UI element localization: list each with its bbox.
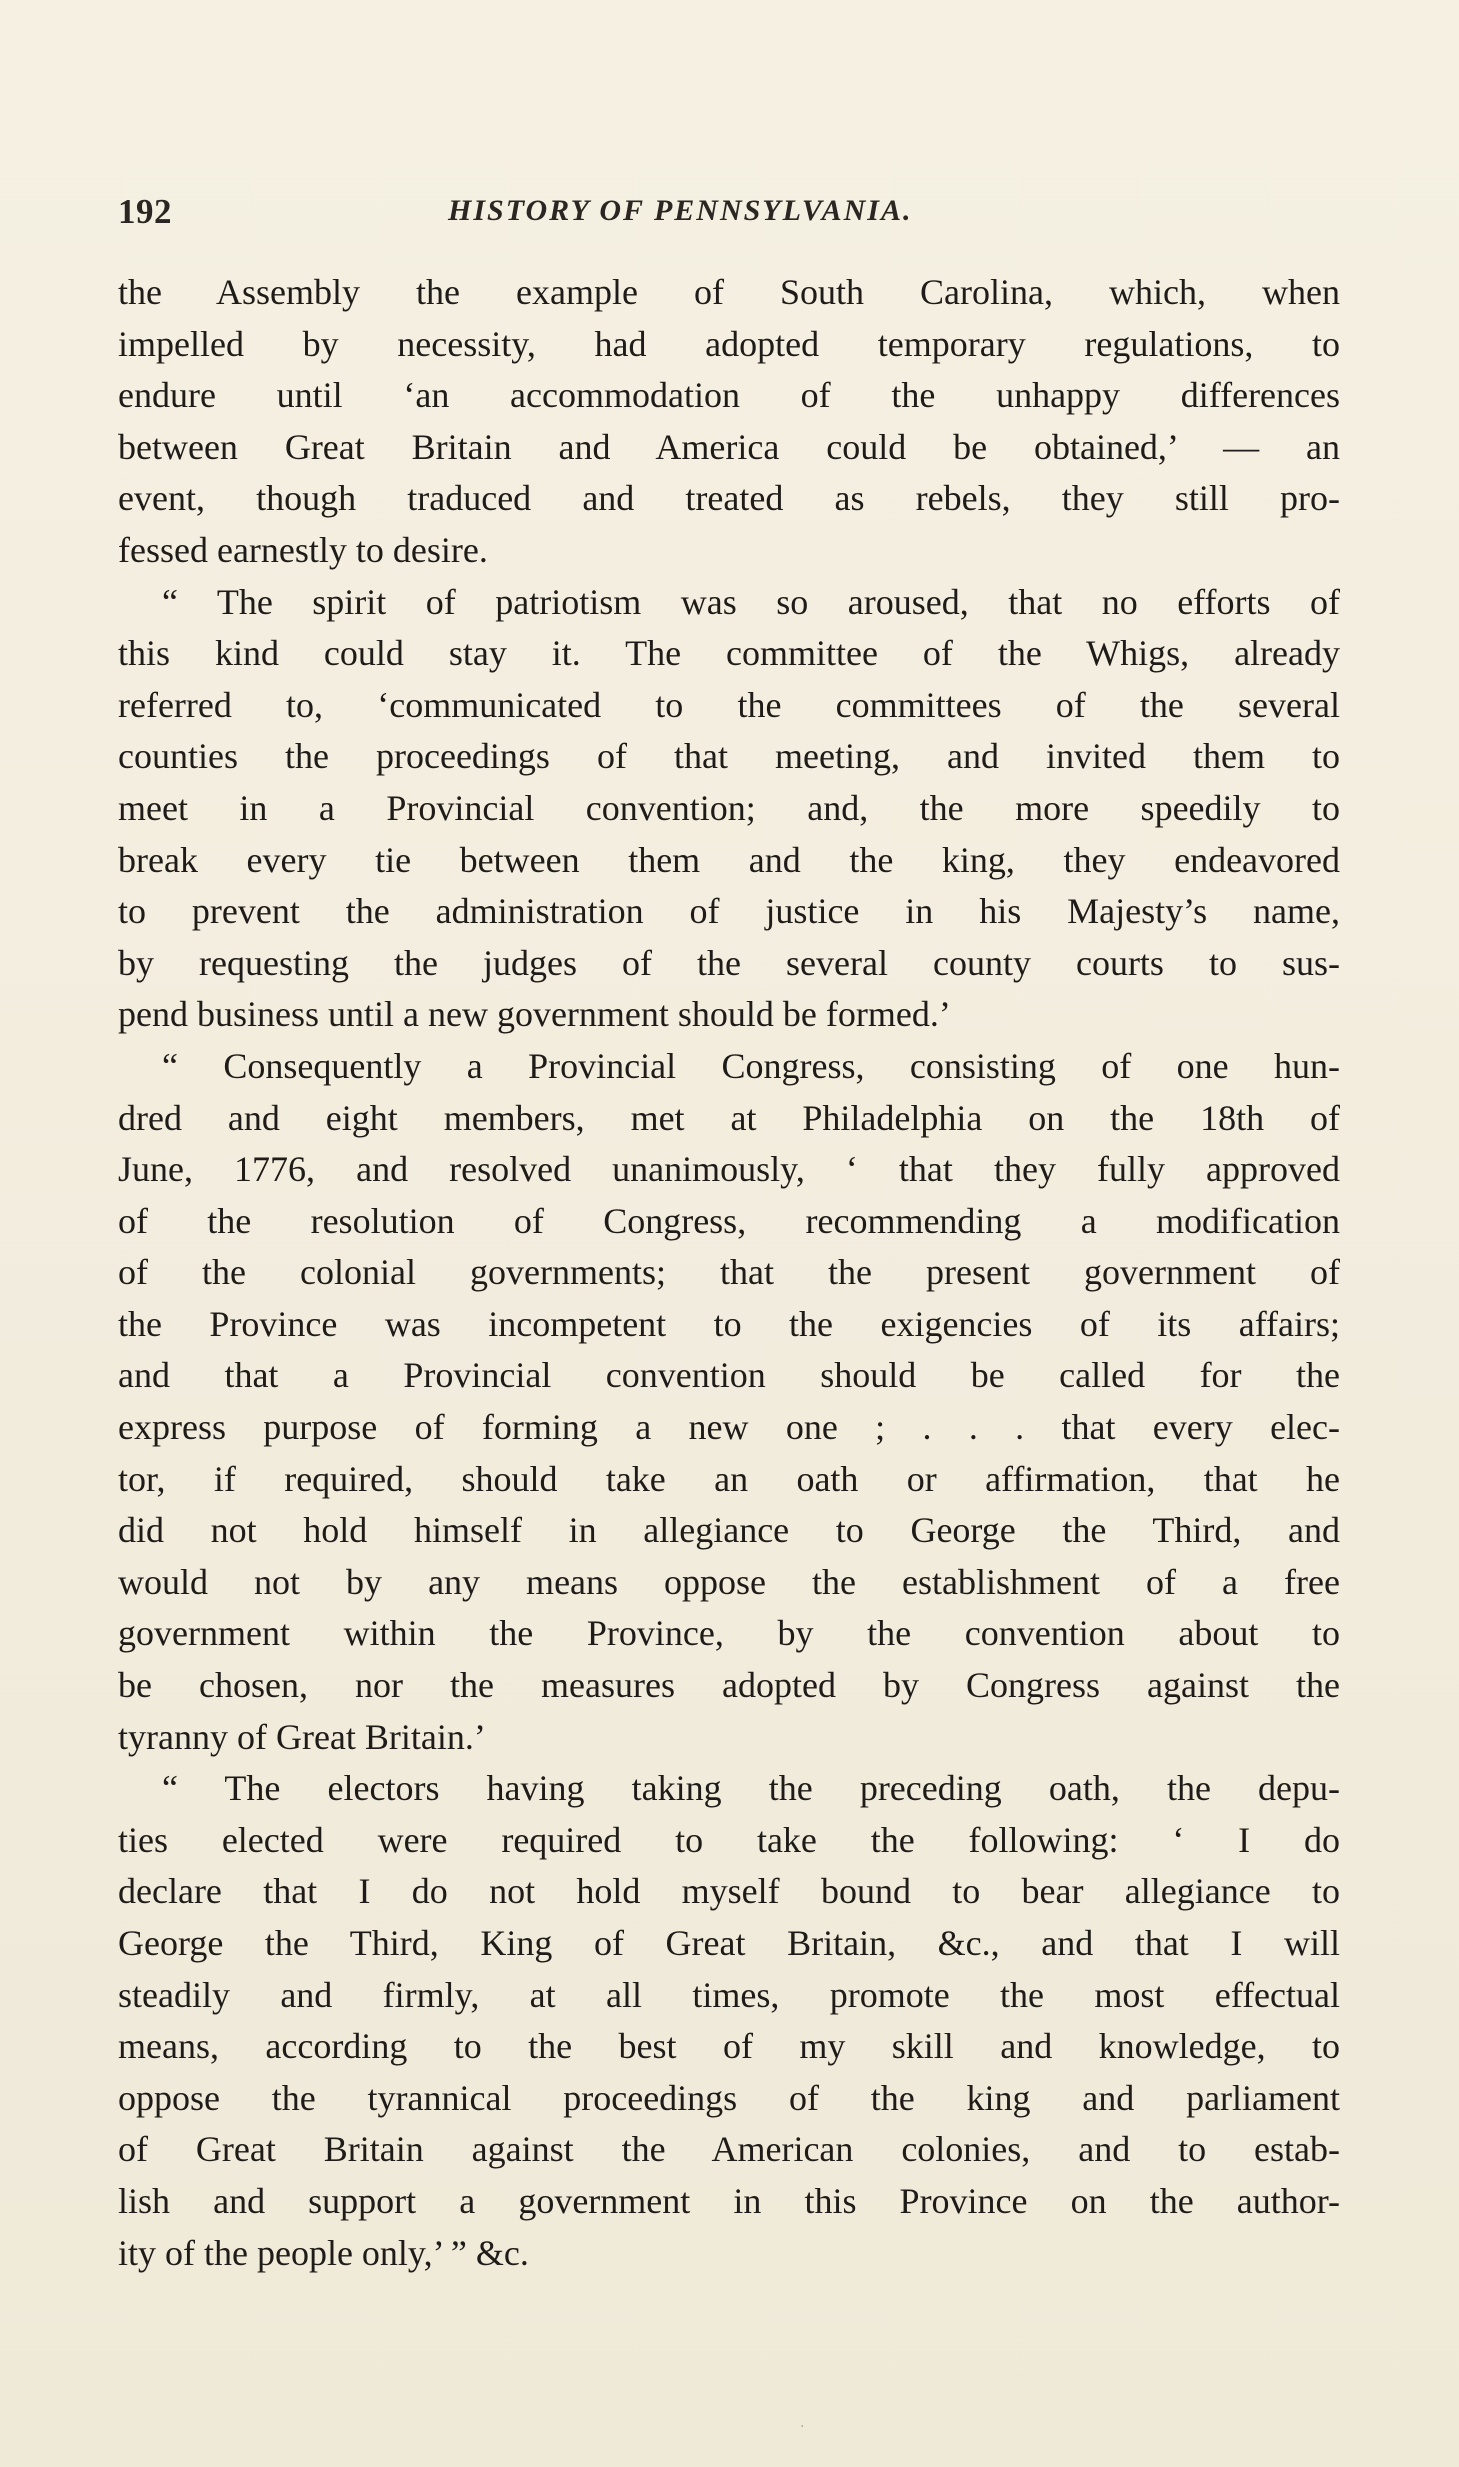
text-line: fessed earnestly to desire. [118,529,488,570]
page-number: 192 [118,192,172,231]
text-line: government within the Province, by the convention about to [118,1613,1340,1654]
text-line: meet in a Provincial convention; and, the more speedily to [118,787,1340,828]
text-line: tor, if required, should take an oath or affirmation, that he [118,1458,1340,1499]
text-line: event, though traduced and treated as rebels, they still pro- [118,478,1340,519]
text-line: oppose the tyrannical proceedings of the king and parliament [118,2077,1340,2118]
text-line: lish and support a government in this Province on the author- [118,2180,1340,2221]
page-header [118,192,1340,252]
text-line: of the colonial governments; that the present government of [118,1252,1340,1293]
text-line: dred and eight members, met at Philadelphia on the 18th of [118,1097,1340,1138]
text-line: “ Consequently a Provincial Congress, consisting of one hun- [162,1045,1340,1086]
text-line: the Province was incompetent to the exigencies of its affairs; [118,1303,1340,1344]
text-line: June, 1776, and resolved unanimously, ‘ that they fully approved [118,1149,1340,1190]
text-line: steadily and firmly, at all times, promote the most effectual [118,1974,1340,2015]
running-head: HISTORY OF PENNSYLVANIA. [448,194,913,227]
text-line: break every tie between them and the king, they endeavored [118,839,1340,880]
text-line: would not by any means oppose the establishment of a free [118,1561,1340,1602]
text-line: “ The electors having taking the preceding oath, the depu- [162,1768,1340,1809]
text-line: of the resolution of Congress, recommending a modification [118,1200,1340,1241]
text-line: the Assembly the example of South Carolina, which, when [118,272,1340,312]
text-line: of Great Britain against the American colonies, and to estab- [118,2129,1340,2170]
text-line: endure until ‘an accommodation of the unhappy differences [118,375,1340,416]
text-line: tyranny of Great Britain.’ [118,1716,486,1757]
text-line: ties elected were required to take the following: ‘ I do [118,1819,1340,1860]
text-line: this kind could stay it. The committee of the Whigs, already [118,633,1340,674]
text-line: impelled by necessity, had adopted temporary regulations, to [118,323,1340,364]
text-line: did not hold himself in allegiance to George the Third, and [118,1510,1340,1551]
print-speck-icon: · [800,2419,805,2435]
text-line: express purpose of forming a new one ; . . . that every elec- [118,1407,1340,1448]
text-line: between Great Britain and America could be obtained,’ — an [118,426,1340,467]
text-line: declare that I do not hold myself bound to bear allegiance to [118,1871,1340,1912]
text-line: and that a Provincial convention should be called for the [118,1355,1340,1396]
text-line: “ The spirit of patriotism was so aroused, that no efforts of [162,581,1340,622]
text-line: ity of the people only,’ ” &c. [118,2232,529,2273]
text-line: George the Third, King of Great Britain, &c., and that I will [118,1923,1340,1963]
text-line: be chosen, nor the measures adopted by Congress against the [118,1665,1340,1706]
text-line: by requesting the judges of the several county courts to sus- [118,942,1340,983]
body-text [118,267,1340,2279]
text-line: to prevent the administration of justice in his Majesty’s name, [118,891,1340,932]
text-line: counties the proceedings of that meeting, and invited them to [118,736,1340,777]
text-line: referred to, ‘communicated to the committees of the several [118,684,1340,725]
text-line: pend business until a new government should be formed.’ [118,994,951,1035]
text-line: means, according to the best of my skill and knowledge, to [118,2026,1340,2067]
